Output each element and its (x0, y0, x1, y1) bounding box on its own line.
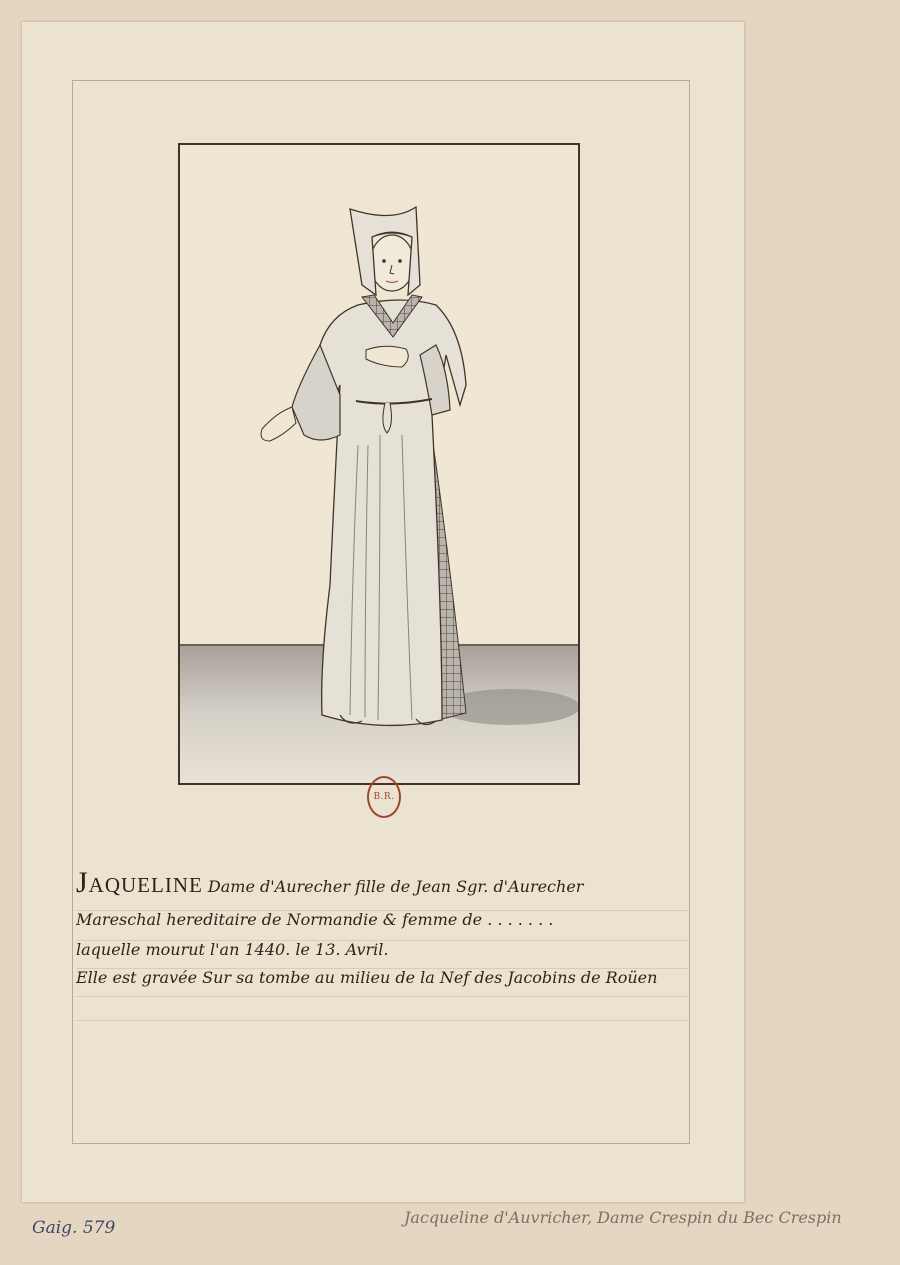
pencil-annotation: Jacqueline d'Auvricher, Dame Crespin du Bec Crespin (404, 1208, 842, 1227)
shelfmark-label: Gaig. 579 (32, 1218, 116, 1238)
ruled-line (76, 996, 688, 997)
lady-illustration (180, 145, 578, 783)
caption-line-3: laquelle mourut l'an 1440. le 13. Avril. (76, 940, 389, 959)
library-stamp (367, 776, 401, 818)
caption-line-2: Mareschal hereditaire de Normandie & femme de . . . . . . . (76, 910, 554, 929)
stamp-text: B.R. (373, 792, 395, 802)
ruled-line (76, 1020, 688, 1021)
caption-line-1 (76, 866, 583, 900)
caption-line-4: Elle est gravée Sur sa tombe au milieu de la Nef des Jacobins de Roüen (76, 968, 658, 987)
caption-line-1-rest: Dame d'Aurecher fille de Jean Sgr. d'Aurecher (207, 877, 584, 896)
caption-name: Jaqueline (76, 866, 203, 899)
illustration-frame (178, 143, 580, 785)
